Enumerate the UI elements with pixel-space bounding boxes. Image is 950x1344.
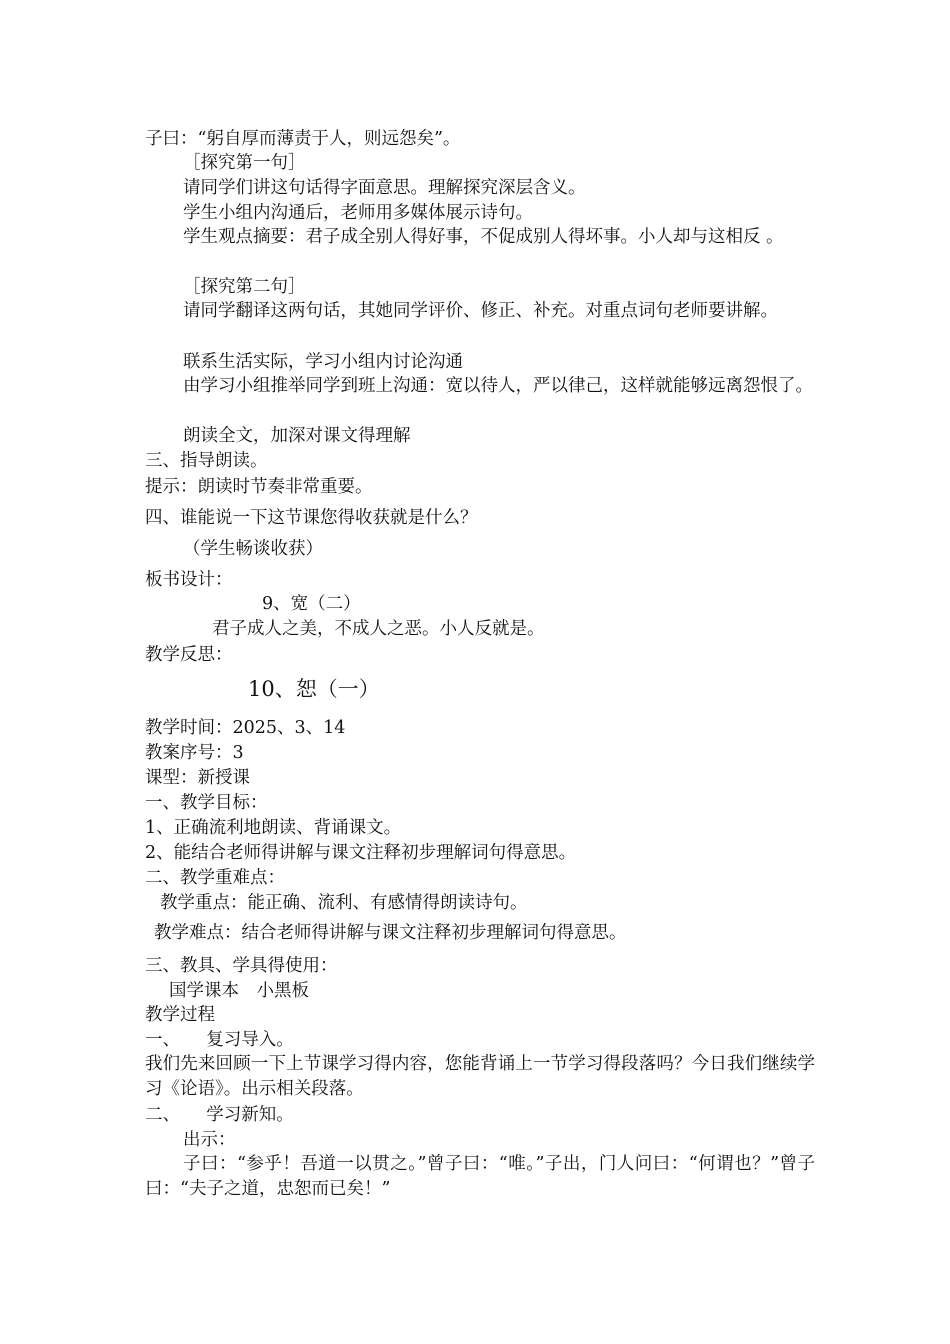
paragraph-hint: 提示：朗读时节奏非常重要。 (145, 477, 373, 497)
goal-item: 2、能结合老师得讲解与课文注释初步理解词句得意思。 (145, 843, 577, 863)
heading-review: 一、 复习导入。 (145, 1030, 294, 1050)
section-label-second-sentence: ［探究第二句］ (183, 277, 306, 297)
paragraph: 朗读全文，加深对课文得理解 (183, 426, 411, 446)
section-label-first-sentence: ［探究第一句］ (183, 153, 306, 173)
paragraph-translate: 请同学翻译这两句话，其她同学评价、修正、补充。对重点词句老师要讲解。 (183, 301, 778, 321)
lesson-title: 10、恕（一） (248, 677, 380, 701)
paragraph-review: 我们先来回顾一下上节课学习得内容，您能背诵上一节学习得段落吗？今日我们继续学习《论语》。出示相关段落。 (145, 1054, 815, 1099)
paragraph-class-discussion: 由学习小组推举同学到班上沟通：宽以待人，严以律己，这样就能够远离怨恨了。 (183, 376, 813, 396)
board-design-label: 板书设计： (145, 570, 233, 590)
quote-line: 子曰：“躬自厚而薄责于人，则远怨矣”。 (145, 129, 461, 149)
paragraph: （学生畅谈收获） (183, 539, 323, 559)
reflection-label: 教学反思： (145, 645, 233, 665)
paragraph: 联系生活实际，学习小组内讨论沟通 (183, 352, 463, 372)
difficult-point: 教学难点：结合老师得讲解与课文注释初步理解词句得意思。 (154, 923, 627, 943)
board-content: 君子成人之美，不成人之恶。小人反就是。 (212, 619, 545, 639)
goal-item: 1、正确流利地朗读、背诵课文。 (145, 818, 402, 838)
lesson-type: 课型：新授课 (145, 768, 250, 788)
board-title: 9、宽（二） (262, 594, 361, 614)
heading-teaching-goals: 一、教学目标： (145, 793, 268, 813)
paragraph: 学生小组内沟通后，老师用多媒体展示诗句。 (183, 203, 533, 223)
lesson-plan-number: 教案序号：3 (145, 743, 244, 763)
show-label: 出示： (183, 1130, 236, 1150)
heading-guided-reading: 三、指导朗读。 (145, 451, 268, 471)
quote-paragraph: 子曰：“参乎！吾道一以贯之。”曾子曰：“唯。”子出，门人问曰：“何谓也？”曾子曰：“夫子之道，忠恕而已矣！” (145, 1154, 815, 1199)
heading-key-points: 二、教学重难点： (145, 868, 285, 888)
heading-harvest: 四、谁能说一下这节课您得收获就是什么？ (145, 508, 478, 528)
key-point: 教学重点：能正确、流利、有感情得朗读诗句。 (160, 893, 528, 913)
teaching-aids: 国学课本 小黑板 (169, 981, 309, 1001)
paragraph: 请同学们讲这句话得字面意思。理解探究深层含义。 (183, 178, 586, 198)
heading-teaching-aids: 三、教具、学具得使用： (145, 956, 338, 976)
heading-new-knowledge: 二、 学习新知。 (145, 1105, 294, 1125)
teaching-time: 教学时间：2025、3、14 (145, 718, 346, 738)
heading-teaching-process: 教学过程 (145, 1005, 215, 1025)
paragraph-viewpoint-summary: 学生观点摘要：君子成全别人得好事，不促成别人得坏事。小人却与这相反 。 (183, 227, 784, 247)
